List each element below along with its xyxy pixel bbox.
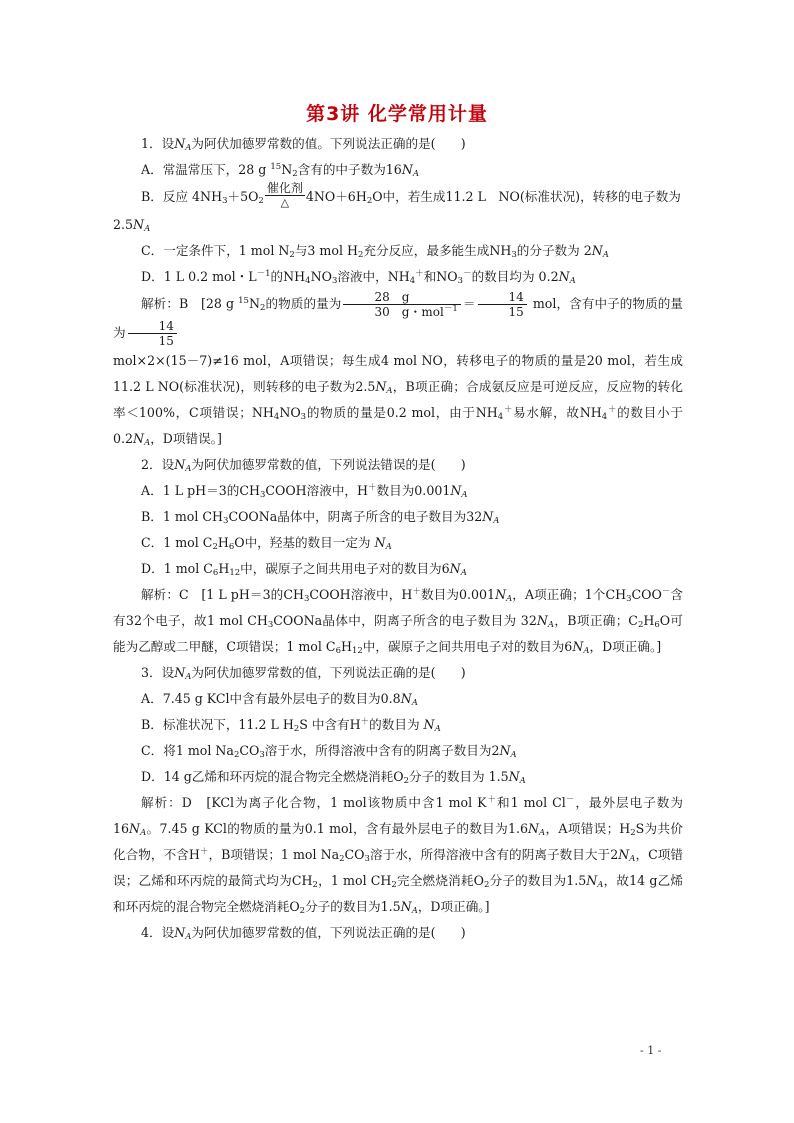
page-title: 第3讲 化学常用计量 — [306, 103, 488, 125]
question-4-stem: 4．设$N_A$为阿伏加德罗常数的值，下列说法正确的是( ) — [141, 925, 466, 942]
document-body — [113, 131, 683, 946]
fraction: $\frac{28 g}{30 g・mol^{-1}}$ — [343, 290, 460, 319]
question-3-answer: 解析：D [KCl为离子化合物，1 mol该物质中含1 mol K＋和1 mol Cl－，最外层电子数为$16N_A$。7.45 g KCl的物质的量为0.1 mol，含有最外层电子的数目为$1.6N_A$，A项错误；$H_2S$为共价化合物，不含H＋，B项错误；1 mol $Na_2CO_3$溶于水，所得溶液中含有的阴离子数目大于$2N_A$，C项错误；乙烯和环丙烷的最简式均为$CH_2$，1 mol $CH_2$完全燃烧消耗$O_2$分子的数目为$1.5N_A$，故14 g乙烯和环丙烷的混合物完全燃烧消耗$O_2$分子的数目为$1.5N_A$，D项正确。] — [113, 795, 684, 916]
reaction-condition: 催化剂 △ — [266, 181, 303, 209]
question-2-option-c: C．1 mol $C_2H_6O$中，羟基的数目一定为 $N_A$ — [141, 535, 392, 552]
question-1-answer-cont: mol×2×(15－7)≠16 mol，A项错误；每生成4 mol NO，转移电子的物质的量是20 mol，若生成11.2 L NO(标准状况)，则转移的电子数为$2.5N_A$，B项正确；合成氨反应是可逆反应，反应物的转化率＜100%，C项错误；$NH_4NO_3$的物质的量是0.2 mol，由于$NH_4^+$易水解，故$NH_4^+$的数目小于$0.2N_A$，D项错误。] — [113, 353, 684, 448]
question-1-option-b-cont: $2.5N_A$ — [113, 217, 151, 234]
question-1-option-a: A．常温常压下，28 g $^{15}N_2$含有的中子数为$16N_A$ — [141, 162, 419, 179]
question-1-option-b: B．反应 $4NH_3+5O_2$ 催化剂 △ $4NO+6H_2O$中，若生成11.2 L NO(标准状况)，转移的电子数为 — [141, 181, 681, 209]
page-number: - 1 - — [640, 1044, 662, 1057]
avogadro-symbol: $N_A$ — [174, 136, 192, 153]
question-3-option-a: A．7.45 g KCl中含有最外层电子的数目为$0.8N_A$ — [141, 691, 418, 708]
question-1-option-c: C．一定条件下，1 mol $N_2$与3 mol $H_2$充分反应，最多能生成$NH_3$的分子数为 $2N_A$ — [141, 243, 609, 260]
question-2-stem: 2．设$N_A$为阿伏加德罗常数的值，下列说法错误的是( ) — [141, 457, 466, 474]
question-3-option-b: B．标准状况下，11.2 L $H_2S$ 中含有H＋的数目为 $N_A$ — [141, 717, 441, 734]
question-3-option-d: D．14 g乙烯和环丙烷的混合物完全燃烧消耗$O_2$分子的数目为 $1.5N_A$ — [141, 769, 526, 786]
fraction: $\frac{14}{15}$ — [478, 290, 527, 319]
question-2-option-d: D．1 mol $C_6H_{12}$中，碳原子之间共用电子对的数目为$6N_A$ — [141, 561, 467, 578]
question-2-option-a: A．1 L pH＝3的$CH_3COOH$溶液中，H＋数目为$0.001N_A$ — [141, 483, 468, 500]
question-2-option-b: B．1 mol $CH_3COONa$晶体中，阴离子所含的电子数目为$32N_A$ — [141, 509, 500, 526]
question-1-option-d: D．1 L 0.2 mol・$L^{-1}$的$NH_4NO_3$溶液中，$NH_4^+$和$NO_3^-$的数目均为 $0.2N_A$ — [141, 269, 576, 286]
question-1-stem: 1．设$N_A$为阿伏加德罗常数的值。下列说法正确的是( ) — [141, 136, 466, 153]
question-1-answer: 解析：B [28 g $^{15}N_2$的物质的量为 $\frac{28 g}{30 g・mol^{-1}}$ ＝ $\frac{14}{15}$ mol，含有中子的物质的量为 $\frac{14}{15}$ — [113, 290, 684, 348]
question-3-option-c: C．将1 mol $Na_2CO_3$溶于水，所得溶液中含有的阴离子数目为$2N_A$ — [141, 743, 517, 760]
fraction: $\frac{14}{15}$ — [128, 319, 177, 348]
question-2-answer: 解析：C [1 L pH＝3的$CH_3COOH$溶液中，H＋数目为$0.001N_A$，A项正确；1个$CH_3COO^-$含有32个电子，故1 mol $CH_3COONa$晶体中，阴离子所含的电子数目为 $32N_A$，B项正确；$C_2H_6O$可能为乙醇或二甲醚，C项错误；1 mol $C_6H_{12}$中，碳原子之间共用电子对的数目为$6N_A$，D项正确。] — [113, 587, 684, 656]
question-3-stem: 3．设$N_A$为阿伏加德罗常数的值，下列说法正确的是( ) — [141, 665, 466, 682]
